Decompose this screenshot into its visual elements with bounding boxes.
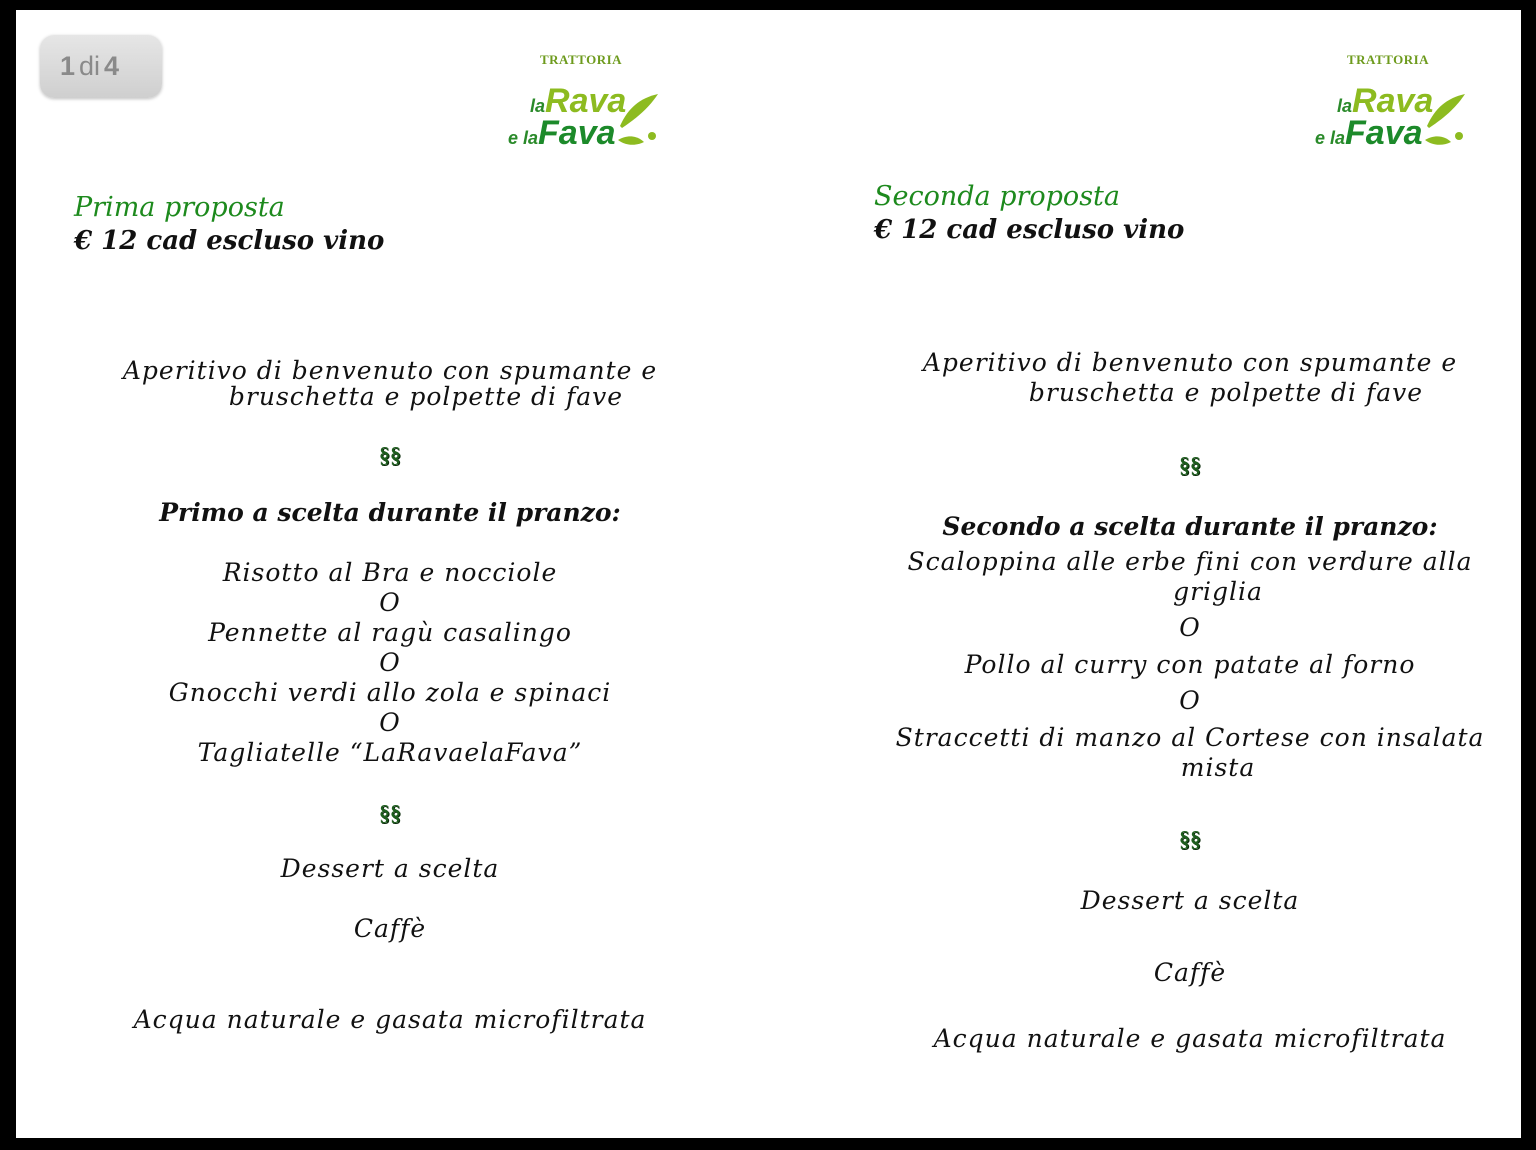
course-heading: Primo a scelta durante il pranzo:	[159, 498, 621, 527]
page-total: 4	[104, 51, 120, 81]
water-line: Acqua naturale e gasata microfiltrata	[933, 1024, 1447, 1053]
section-separator: §§	[1179, 452, 1201, 477]
section-separator: §§	[379, 800, 401, 825]
menu-title: Prima proposta	[74, 192, 285, 223]
page-separator: di	[79, 51, 101, 81]
aperitivo-line-2: bruschetta e polpette di fave	[228, 382, 624, 411]
document-page	[16, 10, 1521, 1138]
logo-fava-text: Fava	[538, 114, 616, 152]
water-line: Acqua naturale e gasata microfiltrata	[133, 1005, 647, 1034]
logo-la-text: la	[1337, 96, 1353, 116]
dessert-line: Dessert a scelta	[280, 854, 500, 883]
aperitivo-line-2: bruschetta e polpette di fave	[1028, 378, 1424, 407]
aperitivo-line-1: Aperitivo di benvenuto con spumante e	[122, 356, 658, 385]
logo-e-la-text: e la	[508, 128, 539, 148]
section-separator: §§	[379, 442, 401, 467]
menu-left	[16, 10, 766, 1138]
menu-option-1: Risotto al Bra e nocciole	[222, 558, 558, 587]
course-heading: Secondo a scelta durante il pranzo:	[942, 512, 1438, 541]
logo-trattoria-text: TRATTORIA	[1347, 52, 1430, 67]
menu-price: € 12 cad escluso vino	[874, 215, 1185, 245]
option-or: O	[379, 708, 401, 737]
menu-option-2: Pennette al ragù casalingo	[208, 618, 572, 647]
menu-option-2: Pollo al curry con patate al forno	[964, 650, 1416, 679]
option-or: O	[379, 588, 401, 617]
section-separator: §§	[1179, 826, 1201, 851]
logo-e-la-text: e la	[1315, 128, 1346, 148]
logo-la-text: la	[530, 96, 546, 116]
option-or: O	[1179, 613, 1201, 642]
logo-rava-text: Rava	[545, 82, 627, 120]
menu-option-1: Scaloppina alle erbe fini con verdure alla	[907, 547, 1473, 576]
logo-trattoria-text: TRATTORIA	[540, 52, 623, 67]
logo-fava-text: Fava	[1345, 114, 1423, 152]
page-current: 1	[60, 51, 76, 81]
menu-price: € 12 cad escluso vino	[74, 226, 385, 256]
menu-option-3: Straccetti di manzo al Cortese con insalata	[895, 723, 1485, 752]
menu-option-3-cont: mista	[1180, 753, 1256, 782]
coffee-line: Caffè	[1153, 958, 1227, 987]
menu-option-4: Tagliatelle “LaRavaelaFava”	[197, 738, 583, 767]
option-or: O	[1179, 686, 1201, 715]
menu-option-3: Gnocchi verdi allo zola e spinaci	[168, 678, 612, 707]
menu-option-1-cont: griglia	[1173, 577, 1263, 606]
logo-rava-text: Rava	[1352, 82, 1434, 120]
aperitivo-line-1: Aperitivo di benvenuto con spumante e	[922, 348, 1458, 377]
option-or: O	[379, 648, 401, 677]
menu-right	[766, 10, 1521, 1138]
coffee-line: Caffè	[353, 914, 427, 943]
menu-title: Seconda proposta	[874, 181, 1120, 212]
dessert-line: Dessert a scelta	[1080, 886, 1300, 915]
